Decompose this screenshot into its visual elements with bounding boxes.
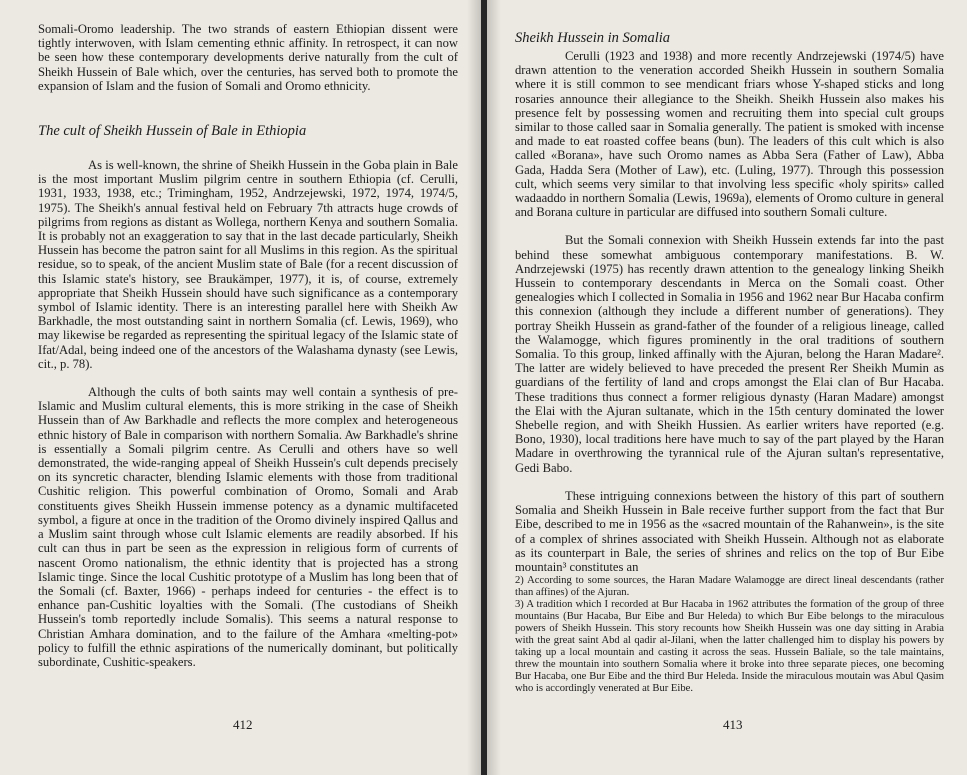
body-paragraph: As is well-known, the shrine of Sheikh Hussein in the Goba plain in Bale is the most important Muslim pilgrim centre in southern Ethiopia (cf. Cerulli, 1931, 1933, 1938, etc.; Trimingham, 1952, Andrzejewski, 1972, 1974, 1974/5, 1975). The Sheikh's annual festival held on February 7th attracts huge crowds of pilgrims from regions as distant as Wollega, northern Kenya and southern Somalia. It is probably not an exaggeration to say that in the last decade particularly, Sheikh Hussein has become the patron saint for all Muslims in this region. As the spiritual residue, so to speak, of the ancient Muslim state of Bale (for a recent discussion of this Islamic state's history, see Braukämper, 1977), it is, of course, extremely appropriate that Sheikh Hussein should have such significance as a contemporary symbol of Islamic identity. There is an interesting parallel here with Sheikh Aw Barkhadle, the most outstanding saint in northern Somalia (cf. Lewis, 1969), who may likewise be regarded as representing the spiritual legacy of the Islamic state of Ifat/Adal, being indeed one of the ancestors of the Walashama dynasty (see Lewis, cit., p. 78). — [38, 158, 458, 371]
intro-paragraph: Somali-Oromo leadership. The two strands of eastern Ethiopian dissent were tightly interwoven, with Islam cementing ethnic affinity. In retrospect, it can now be seen how these contemporary developments derive naturally from the cult of Sheikh Hussein of Bale which, over the centuries, has served both to promote the expansion of Islam and the fusion of Somali and Oromo ethnicity. — [38, 22, 458, 93]
right-page — [487, 0, 967, 775]
body-paragraph: But the Somali connexion with Sheikh Hussein extends far into the past behind these somewhat ambiguous contemporary manifestations. B. W. Andrzejewski (1975) has recently drawn attention to the genealogy linking Sheikh Hussein to contemporary descendants in Merca on the Somali coast. Other genealogies which I collected in Somalia in 1956 and 1962 near Bur Hacaba confirm this connexion (although they include a different number of generations). They portray Sheikh Hussein as grand-father of the founder of a religious lineage, called the Walamogge, which figures prominently in the oral traditions of southern Somalia. To this group, linked affinally with the Ajuran, belong the Haran Madare². The latter are widely believed to have preceded the present Rer Sheikh Mumin as guardians of the fertility of land and crops amongst the Elai clan of Bur Hacaba. These traditions thus connect a former religious dynasty (Haran Madare) amongst the Elai with the Ajuran sultanate, which in the 15th century dominated the lower Shebelle region, and with Sheikh Hussien. As earlier writers have reported (e.g. Bono, 1930), local traditions here have much to say of the part played by the Haran Madare in overthrowing the tyrannical rule of the Ajuran sultan's representative, Gedi Babo. — [515, 233, 944, 475]
section-title-somalia: Sheikh Hussein in Somalia — [515, 30, 671, 46]
body-paragraph: Cerulli (1923 and 1938) and more recently Andrzejewski (1974/5) have drawn attention to the veneration accorded Sheikh Hussein in southern Somalia where it is still common to see mendicant friars whose Y-shaped sticks and long rosaries announce their allegiance to the Sheikh. Sheikh Hussein also makes his presence felt by possessing women and recruiting them into special cult groups similar to those called saar in Somalia generally. The patient is smoked with incense and made to eat roasted coffee beans (bun). The leaders of this cult which is also called «Borana», have such Oromo names as Abba Sera (Father of Law), Abba Gada, Hadda Sera (Mother of Law), etc. (Luling, 1977). Through this possession cult, which seems very similar to that involving less specific «holy spirits» called wadaaddo in northern Somalia (Lewis, 1969a), elements of Oromo culture in general and Borana culture in particular are diffused into southern Somali culture. — [515, 49, 944, 220]
paragraph-spacer — [38, 371, 458, 385]
paragraph-spacer — [515, 475, 944, 489]
page-number: 413 — [723, 717, 743, 732]
body-paragraph: These intriguing connexions between the history of this part of southern Somalia and Sheikh Hussein in Bale receive further support from the fact that Bur Eibe, described to me in 1956 as the «sacred mountain of the Rahanwein», is the site of a complex of shrines associated with Sheikh Hussein. Although not as elaborate as its counterpart in Bale, the series of shrines and relics on the top of Bur Eibe mountain³ constitutes an — [515, 488, 944, 574]
footnotes — [515, 575, 944, 695]
body-paragraph: Although the cults of both saints may well contain a synthesis of pre-Islamic and Muslim cultural elements, this is more striking in the case of Sheikh Hussein than of Aw Barkhadle and reflects the more complex and heterogeneous ethnic history of Bale in comparison with northern Somalia. Aw Barkhadle's shrine is essentially a Somali pilgrim centre. As Cerulli and others have so well demonstrated, the wide-ranging appeal of Sheikh Hussein's cult depends precisely on its syncretic character, blending Islamic elements with those from traditional Cushitic religion. This powerful combination of Oromo, Somali and Arab constituents gives Sheikh Hussein immense potency as a dynamic multifaceted symbol, a figure at once in the tradition of the Oromo divinely inspired Qallus and a Muslim saint through whose cult Islamic elements are readily absorbed. If his cult can thus in part be seen as the expression in religious form of currents of nascent Oromo nationalism, the ethnic identity that is projected has a strong Islamic tinge. Since the local Cushitic prototype of a Muslim has long been that of the Somali (cf. Baxter, 1966) - perhaps indeed for centuries - the effect is to enhance pan-Cushitic loyalties with the Somali. (The custodians of Sheikh Hussein's tomb reportedly include Somalis). This seems a natural response to Christian Amhara domination, and to the failure of the Amhara «melting-pot» policy to fulfill the ethnic aspirations of the numerically dominant, but politically subordinate, Cushitic-speakers. — [38, 385, 458, 669]
page-number: 412 — [233, 717, 253, 732]
section-title-ethiopia: The cult of Sheikh Hussein of Bale in Ethiopia — [38, 123, 307, 140]
footnote: 2) According to some sources, the Haran Madare Walamogge are direct lineal descendants (rather than affines) of the Ajuran. — [515, 575, 944, 599]
footnote: 3) A tradition which I recorded at Bur Hacaba in 1962 attributes the formation of the group of three mountains (Bur Hacaba, Bur Eibe and Bur Heleda) to which Bur Eibe belongs to the miraculous powers of Sheikh Hussein. This story recounts how Sheikh Hussein was one day sitting in Arabia with the great saint Abd al qadir al-Jilani, when the latter challenged him to display his powers by taking up a local mountain and casting it across the seas. Hussein Baliale, so the tale maintains, threw the mountain into southern Somalia where it broke into three separate pieces, one becoming Bur Hacaba, one Bur Eibe and the third Bur Heleda. Inside the miraculous moutain was Abul Qasim who is accordingly venerated at Bur Eibe. — [515, 599, 944, 695]
paragraph-spacer — [515, 219, 944, 233]
left-page — [0, 0, 481, 775]
